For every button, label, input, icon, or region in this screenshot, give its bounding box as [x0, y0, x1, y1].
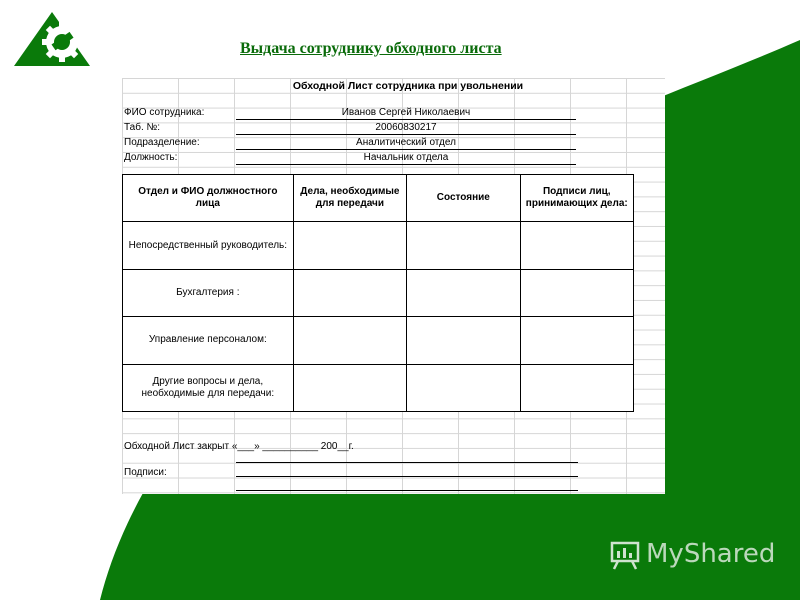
- field-value-tab-number: 20060830217: [236, 121, 576, 135]
- table-row: [123, 269, 634, 316]
- row-label: Бухгалтерия :: [123, 269, 294, 316]
- header-status: Состояние: [407, 175, 520, 222]
- spreadsheet-form: [122, 78, 665, 494]
- table-row: [123, 364, 634, 411]
- table-cell[interactable]: [293, 364, 406, 411]
- watermark: [608, 536, 775, 572]
- table-cell[interactable]: [520, 222, 633, 269]
- field-label-tab-number: Таб. №:: [124, 122, 161, 133]
- logo-icon: [14, 10, 92, 68]
- field-value-name: Иванов Сергей Николаевич: [236, 106, 576, 120]
- header-signatures: Подписи лиц, принимающих дела:: [520, 175, 633, 222]
- watermark-text: MyShared: [646, 539, 776, 569]
- table-cell[interactable]: [520, 269, 633, 316]
- signature-line: [236, 490, 578, 491]
- field-label-position: Должность:: [124, 152, 178, 163]
- closed-line: Обходной Лист закрыт «___» __________ 200__г.: [124, 441, 354, 452]
- signature-line: [236, 476, 578, 477]
- field-label-department: Подразделение:: [124, 137, 200, 148]
- table-cell[interactable]: [293, 269, 406, 316]
- table-cell[interactable]: [293, 317, 406, 364]
- handover-table: [122, 174, 634, 412]
- table-cell[interactable]: [407, 222, 520, 269]
- table-row: [123, 317, 634, 364]
- header-cases: Дела, необходимые для передачи: [293, 175, 406, 222]
- table-header-row: [123, 175, 634, 222]
- header-department: Отдел и ФИО должностного лица: [123, 175, 294, 222]
- form-title: Обходной Лист сотрудника при увольнении: [292, 80, 524, 92]
- table-cell[interactable]: [520, 317, 633, 364]
- row-label: Другие вопросы и дела, необходимые для передачи:: [123, 364, 294, 411]
- field-value-position: Начальник отдела: [236, 151, 576, 165]
- presentation-board-icon: [608, 537, 642, 571]
- table-cell[interactable]: [293, 222, 406, 269]
- table-cell[interactable]: [407, 269, 520, 316]
- table-cell[interactable]: [520, 364, 633, 411]
- field-label-name: ФИО сотрудника:: [124, 107, 205, 118]
- slide-title: Выдача сотруднику обходного листа: [240, 40, 502, 57]
- table-cell[interactable]: [407, 317, 520, 364]
- signatures-label: Подписи:: [124, 467, 167, 478]
- row-label: Управление персоналом:: [123, 317, 294, 364]
- table-row: [123, 222, 634, 269]
- row-label: Непосредственный руководитель:: [123, 222, 294, 269]
- table-cell[interactable]: [407, 364, 520, 411]
- field-value-department: Аналитический отдел: [236, 136, 576, 150]
- signature-line: [236, 462, 578, 463]
